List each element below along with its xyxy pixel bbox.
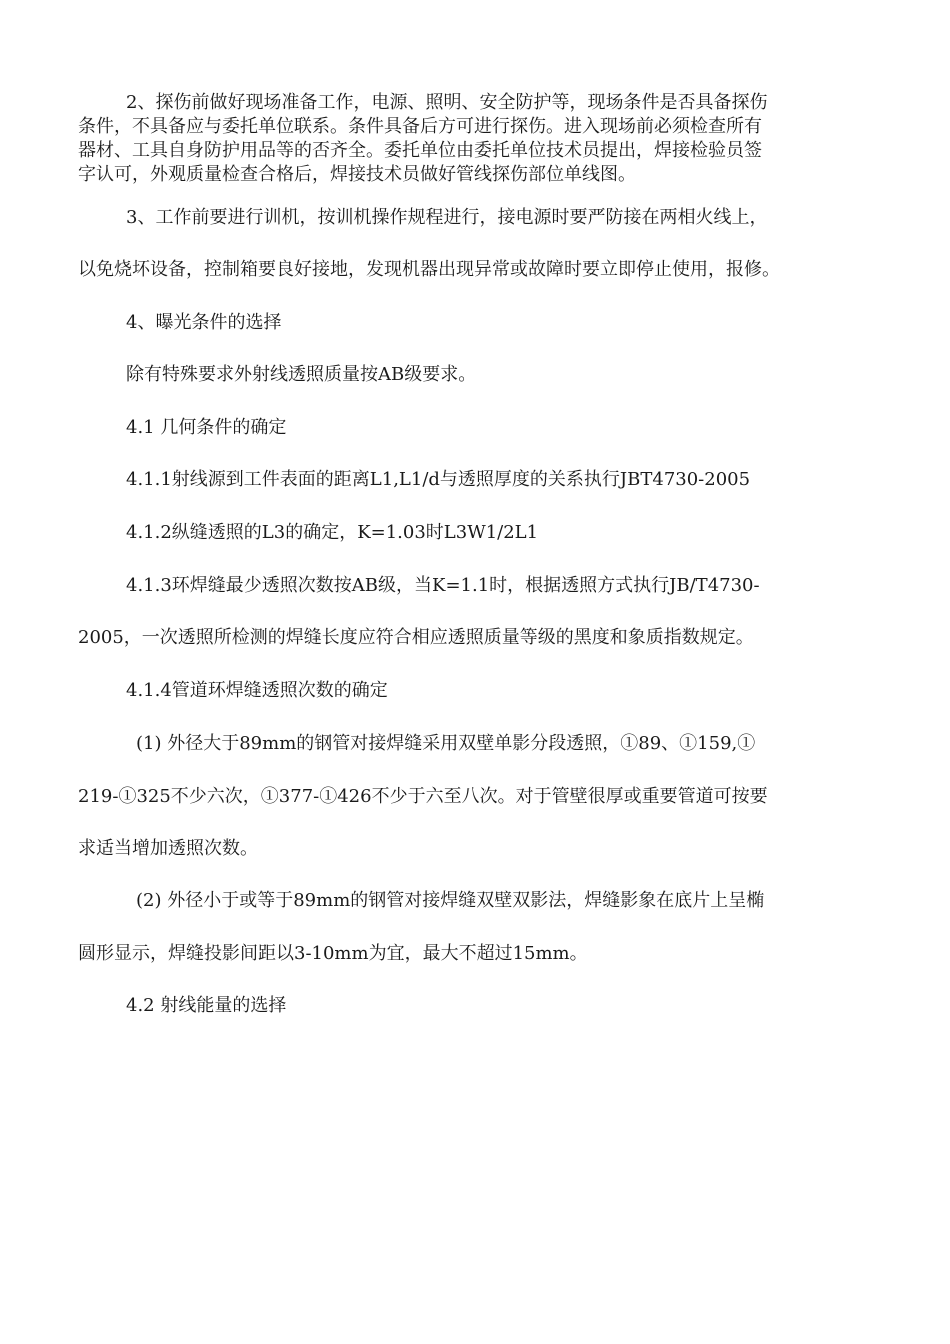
section-heading-text: 4、曝光条件的选择	[126, 312, 282, 333]
paragraph-line: 除有特殊要求外射线透照质量按AB级要求。	[126, 364, 477, 385]
paragraph-line: (1) 外径大于89mm的钢管对接焊缝采用双壁单影分段透照，①89、①159,①	[136, 733, 756, 754]
paragraph-line: 字认可，外观质量检查合格后，焊接技术员做好管线探伤部位单线图。	[78, 164, 636, 185]
section-heading-text: 4.1.4管道环焊缝透照次数的确定	[126, 680, 388, 701]
paragraph-line: 4.1.2纵缝透照的L3的确定，K=1.03时L3W1/2L1	[126, 522, 539, 543]
paragraph-line: 求适当增加透照次数。	[78, 838, 258, 859]
paragraph-line: 2、探伤前做好现场准备工作，电源、照明、安全防护等，现场条件是否具备探伤	[126, 92, 768, 113]
paragraph-line: 以免烧坏设备，控制箱要良好接地，发现机器出现异常或故障时要立即停止使用，报修。	[78, 259, 780, 280]
paragraph-line: 圆形显示，焊缝投影间距以3-10mm为宜，最大不超过15mm。	[78, 943, 588, 964]
paragraph-line: 条件，不具备应与委托单位联系。条件具备后方可进行探伤。进入现场前必须检查所有	[78, 116, 762, 137]
paragraph-line: 4.1.3环焊缝最少透照次数按AB级，当K=1.1时，根据透照方式执行JB/T4730-	[126, 575, 760, 596]
paragraph-line: (2) 外径小于或等于89mm的钢管对接焊缝双壁双影法，焊缝影象在底片上呈椭	[136, 890, 765, 911]
paragraph-line: 2005，一次透照所检测的焊缝长度应符合相应透照质量等级的黑度和象质指数规定。	[78, 627, 754, 648]
paragraph-line: 器材、工具自身防护用品等的否齐全。委托单位由委托单位技术员提出，焊接检验员签	[78, 140, 762, 161]
paragraph-line: 4.1.1射线源到工件表面的距离L1,L1/d与透照厚度的关系执行JBT4730-2005	[126, 469, 751, 490]
paragraph-line: 3、工作前要进行训机，按训机操作规程进行，接电源时要严防接在两相火线上，	[126, 207, 768, 228]
section-heading-text: 4.2 射线能量的选择	[126, 995, 287, 1016]
section-heading-text: 4.1 几何条件的确定	[126, 417, 287, 438]
paragraph-line: 219-①325不少六次，①377-①426不少于六至八次。对于管壁很厚或重要管道可按要	[78, 786, 768, 807]
